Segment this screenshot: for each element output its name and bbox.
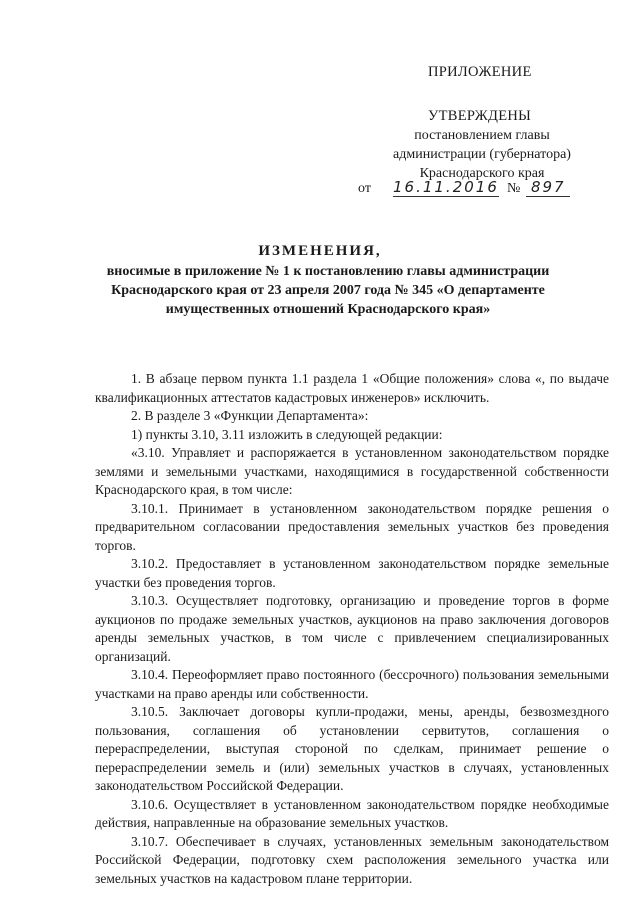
paragraph-10: 3.10.6. Осуществляет в установленном законодательством порядке необходимые действия, направленные на образование земельных участков. <box>95 796 609 830</box>
appendix-label: ПРИЛОЖЕНИЕ <box>428 64 532 80</box>
paragraph-5: 3.10.1. Принимает в установленном законодательством порядке решения о предварительном согласовании предоставления земельных участков без проведения торгов. <box>95 500 609 553</box>
subtitle-line-2: Краснодарского края от 23 апреля 2007 года № 345 «О департаменте <box>111 283 545 298</box>
number-sign: № <box>506 181 521 196</box>
approval-line-3: Краснодарского края <box>419 166 545 181</box>
document-subtitle <box>88 262 568 319</box>
paragraph-11: 3.10.7. Обеспечивает в случаях, установленных земельным законодательством Российской Федерации, подготовку схем расположения земельного участка или земельных участков на кадастровом плане территории. <box>95 833 609 886</box>
paragraph-1: 1. В абзаце первом пункта 1.1 раздела 1 «Общие положения» слова «, по выдаче квалификационных аттестатов кадастровых инженеров» исключить. <box>95 371 609 405</box>
subtitle-line-3: имущественных отношений Краснодарского края» <box>165 302 491 317</box>
approval-line-1: постановлением главы <box>414 128 550 143</box>
approval-block <box>372 126 592 183</box>
handwritten-date: 16.11.2016 <box>392 178 499 196</box>
document-body <box>95 370 609 888</box>
paragraph-4: «3.10. Управляет и распоряжается в установленном законодательством порядке землями и земельными участками, находящимися в государственной собственности Краснодарского края, в том числе: <box>95 445 609 497</box>
paragraph-3: 1) пункты 3.10, 3.11 изложить в следующей редакции: <box>131 426 443 442</box>
date-number-line <box>358 178 570 197</box>
handwritten-number: 897 <box>526 178 570 197</box>
paragraph-9: 3.10.5. Заключает договоры купли-продажи, мены, аренды, безвозмездного пользования, соглашения об установлении сервитутов, соглашения о перераспределении, выступая стороной по сделкам, принимает решение о перераспределении земель и (или) земельных участков в случаях, установленных законодательством Российской Федерации. <box>95 704 609 793</box>
paragraph-6: 3.10.2. Предоставляет в установленном законодательством порядке земельные участки без проведения торгов. <box>95 556 609 590</box>
subtitle-line-1: вносимые в приложение № 1 к постановлению главы администрации <box>106 264 550 279</box>
document-title: ИЗМЕНЕНИЯ, <box>258 243 382 259</box>
paragraph-7: 3.10.3. Осуществляет подготовку, организацию и проведение торгов в форме аукционов по продаже земельных участков, аукционов на право заключения договоров аренды земельных участков, в том числе с привлечением специализированных организаций. <box>95 593 609 664</box>
approved-label: УТВЕРЖДЕНЫ <box>428 108 532 124</box>
approval-line-2: администрации (губернатора) <box>393 147 571 162</box>
date-prefix: от <box>358 181 371 196</box>
paragraph-2: 2. В разделе 3 «Функции Департамента»: <box>131 408 369 423</box>
paragraph-8: 3.10.4. Переоформляет право постоянного (бессрочного) пользования земельными участками на право аренды или собственности. <box>95 667 609 701</box>
